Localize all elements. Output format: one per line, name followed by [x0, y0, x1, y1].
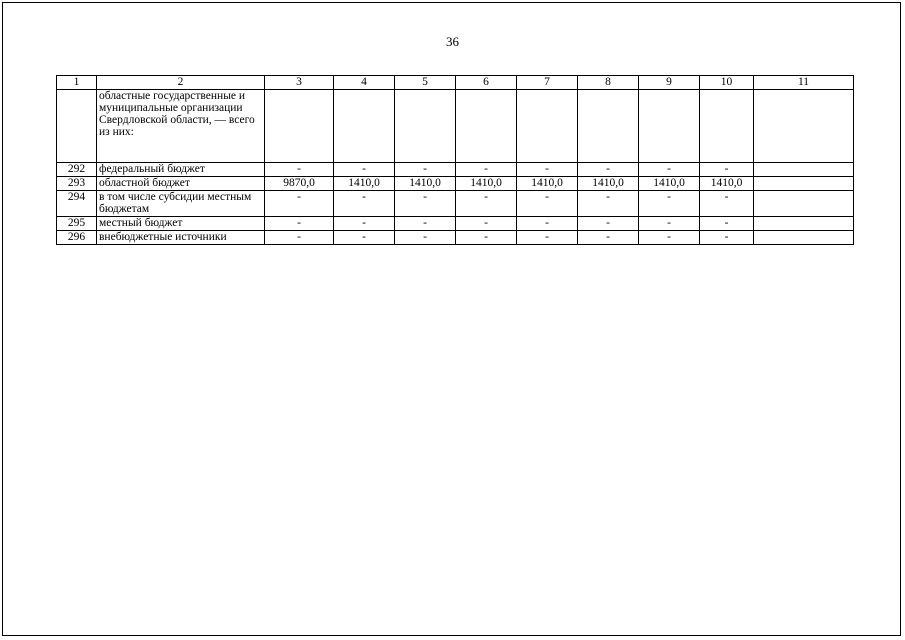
table-row — [57, 231, 854, 245]
row-value — [578, 90, 639, 163]
row-number: 294 — [57, 191, 97, 217]
row-value: 1410,0 — [334, 177, 395, 191]
column-header: 10 — [700, 76, 754, 90]
row-value — [754, 163, 854, 177]
table-header-row — [57, 76, 854, 90]
table-row — [57, 191, 854, 217]
row-value: - — [334, 191, 395, 217]
row-value: 1410,0 — [578, 177, 639, 191]
budget-table — [56, 75, 854, 245]
row-value — [754, 191, 854, 217]
row-value: - — [700, 163, 754, 177]
page-number: 36 — [446, 34, 459, 49]
row-value: 1410,0 — [517, 177, 578, 191]
row-value: - — [395, 231, 456, 245]
row-value: 1410,0 — [456, 177, 517, 191]
column-header: 6 — [456, 76, 517, 90]
table-row — [57, 217, 854, 231]
row-value: - — [456, 163, 517, 177]
row-value — [754, 177, 854, 191]
row-value: - — [639, 163, 700, 177]
row-value: 1410,0 — [700, 177, 754, 191]
column-header: 9 — [639, 76, 700, 90]
column-header: 7 — [517, 76, 578, 90]
column-header: 2 — [97, 76, 265, 90]
table-row — [57, 163, 854, 177]
row-value: - — [700, 231, 754, 245]
row-value — [639, 90, 700, 163]
row-value: - — [578, 163, 639, 177]
table-row — [57, 177, 854, 191]
row-number: 296 — [57, 231, 97, 245]
row-number — [57, 90, 97, 163]
row-value: - — [639, 191, 700, 217]
row-number: 292 — [57, 163, 97, 177]
row-value: 1410,0 — [395, 177, 456, 191]
row-value: - — [639, 217, 700, 231]
row-value — [456, 90, 517, 163]
row-value: - — [578, 191, 639, 217]
row-value: - — [265, 231, 334, 245]
column-header: 1 — [57, 76, 97, 90]
row-value: - — [265, 191, 334, 217]
column-header: 5 — [395, 76, 456, 90]
row-number: 293 — [57, 177, 97, 191]
row-value: - — [639, 231, 700, 245]
row-value: - — [456, 217, 517, 231]
row-value — [754, 217, 854, 231]
row-value: - — [456, 191, 517, 217]
row-value: - — [517, 217, 578, 231]
row-value: - — [578, 231, 639, 245]
row-name: в том числе субсидии местным бюджетам — [97, 191, 265, 217]
row-value: - — [517, 231, 578, 245]
row-name: областной бюджет — [97, 177, 265, 191]
column-header: 11 — [754, 76, 854, 90]
row-value: 9870,0 — [265, 177, 334, 191]
row-value: - — [265, 217, 334, 231]
row-name: областные государственные и муниципальные организации Свердловской области, — всего из них: — [97, 90, 265, 163]
row-value: - — [395, 217, 456, 231]
row-name: местный бюджет — [97, 217, 265, 231]
table-row — [57, 90, 854, 163]
row-value: - — [334, 163, 395, 177]
row-value: - — [265, 163, 334, 177]
row-value — [334, 90, 395, 163]
column-header: 4 — [334, 76, 395, 90]
row-value: - — [700, 191, 754, 217]
row-value — [517, 90, 578, 163]
row-value: - — [517, 191, 578, 217]
column-header: 3 — [265, 76, 334, 90]
row-name: федеральный бюджет — [97, 163, 265, 177]
row-value: - — [334, 217, 395, 231]
column-header: 8 — [578, 76, 639, 90]
row-value: - — [334, 231, 395, 245]
row-value — [700, 90, 754, 163]
row-value: - — [395, 163, 456, 177]
row-value: - — [578, 217, 639, 231]
row-value — [754, 231, 854, 245]
row-value: - — [395, 191, 456, 217]
row-value — [265, 90, 334, 163]
row-value: - — [517, 163, 578, 177]
row-number: 295 — [57, 217, 97, 231]
row-value: 1410,0 — [639, 177, 700, 191]
row-value — [754, 90, 854, 163]
row-value: - — [700, 217, 754, 231]
row-value — [395, 90, 456, 163]
row-name: внебюджетные источники — [97, 231, 265, 245]
row-value: - — [456, 231, 517, 245]
